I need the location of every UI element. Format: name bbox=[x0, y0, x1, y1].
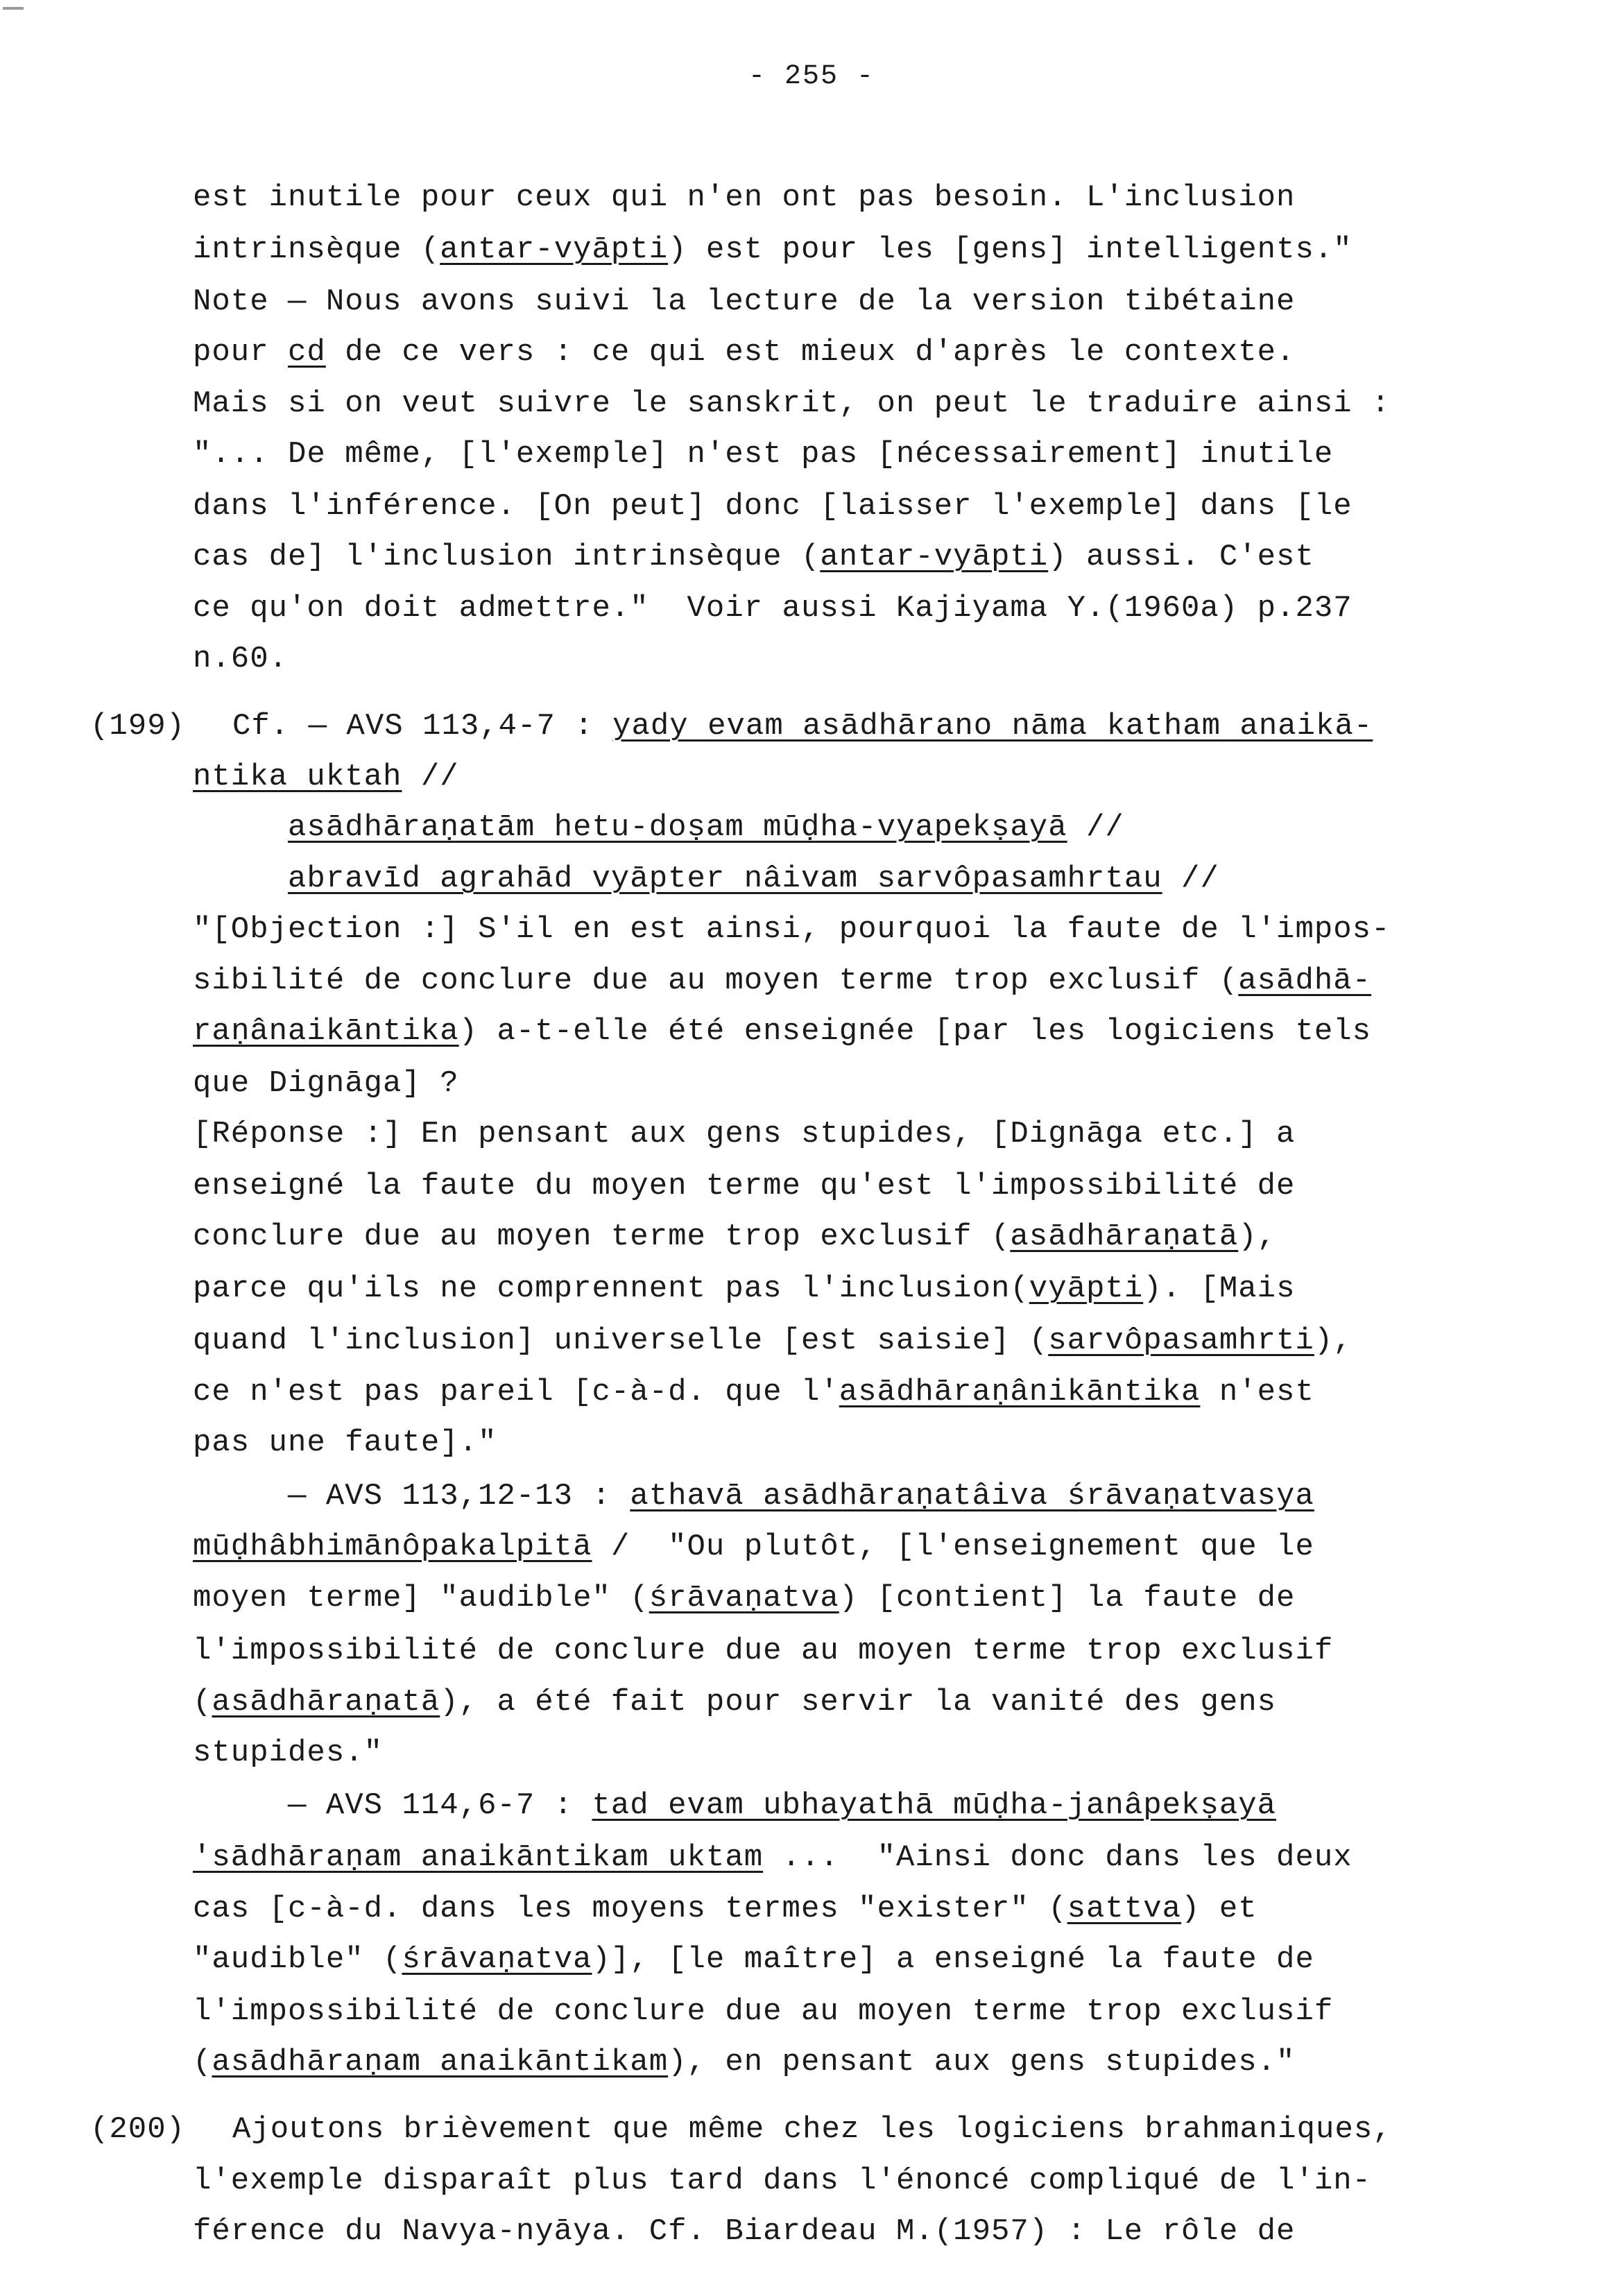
text-line bbox=[193, 1681, 1276, 1723]
text-line bbox=[193, 1371, 1314, 1413]
text-span bbox=[193, 810, 288, 845]
text-span: cas [c-à-d. dans les moyens termes "exister" ( bbox=[193, 1892, 1067, 1926]
text-span: / "Ou plutôt, [l'enseignement que le bbox=[592, 1530, 1314, 1564]
text-span: — AVS 113,12-13 : bbox=[193, 1479, 630, 1514]
sanskrit-term: asādhāraṇatām hetu-doṣam mūḍha-vyapekṣayā bbox=[288, 810, 1067, 845]
sanskrit-term: abravīd agrahād vyāpter nâivam sarvôpasamhrtau bbox=[288, 862, 1162, 896]
text-line bbox=[193, 756, 459, 798]
text-span: intrinsèque ( bbox=[193, 232, 440, 267]
text-line bbox=[193, 638, 288, 680]
page-number: - 255 - bbox=[748, 61, 875, 92]
text-span: dans l'inférence. [On peut] donc [laisser l'exemple] dans [le bbox=[193, 489, 1352, 524]
sanskrit-term: tad evam ubhayathā mūḍha-janâpekṣayā bbox=[592, 1788, 1277, 1823]
text-span: n'est bbox=[1200, 1375, 1314, 1410]
text-line bbox=[193, 1165, 1295, 1207]
text-line bbox=[193, 960, 1371, 1002]
text-span: parce qu'ils ne comprennent pas l'inclusion( bbox=[193, 1271, 1029, 1306]
text-line bbox=[193, 1063, 459, 1104]
sanskrit-term: asādhāraṇânikāntika bbox=[839, 1375, 1201, 1410]
sanskrit-term: vyāpti bbox=[1029, 1271, 1144, 1306]
text-span: ( bbox=[193, 1685, 212, 1720]
text-line bbox=[193, 1475, 1314, 1517]
sanskrit-term: sattva bbox=[1067, 1892, 1182, 1926]
text-span: ), bbox=[1314, 1323, 1352, 1358]
text-line bbox=[193, 2041, 1295, 2083]
text-line bbox=[193, 229, 1352, 271]
text-line bbox=[193, 2160, 1371, 2202]
text-line bbox=[193, 1785, 1276, 1826]
sanskrit-term: yady evam asādhārano nāma katham anaikā- bbox=[612, 709, 1373, 744]
sanskrit-term: śrāvaṇatva bbox=[649, 1581, 839, 1616]
text-span: "... De même, [l'exemple] n'est pas [nécessairement] inutile bbox=[193, 437, 1334, 472]
text-span: ) aussi. C'est bbox=[1048, 540, 1314, 574]
text-span: férence du Navya-nyāya. Cf. Biardeau M.(1957) : Le rôle de bbox=[193, 2214, 1296, 2249]
sanskrit-term: śrāvaṇatva bbox=[402, 1942, 592, 1977]
sanskrit-term: ntika uktah bbox=[193, 760, 402, 794]
text-line bbox=[193, 332, 1295, 373]
text-span: pour bbox=[193, 335, 289, 370]
text-span: sibilité de conclure due au moyen terme trop exclusif ( bbox=[193, 963, 1239, 998]
note-number: (200) bbox=[90, 2112, 186, 2147]
text-line bbox=[193, 2211, 1295, 2252]
text-span: "audible" ( bbox=[193, 1942, 402, 1977]
text-line bbox=[232, 705, 1373, 747]
text-span: ... "Ainsi donc dans les deux bbox=[763, 1840, 1352, 1875]
text-span: ce qu'on doit admettre." Voir aussi Kajiyama Y.(1960a) p.237 bbox=[193, 591, 1352, 626]
note-number: (199) bbox=[90, 709, 186, 744]
text-line bbox=[193, 1939, 1314, 1980]
text-span: )], [le maître] a enseigné la faute de bbox=[592, 1942, 1314, 1977]
text-line bbox=[193, 1268, 1295, 1310]
sanskrit-term: sarvôpasamhrti bbox=[1048, 1323, 1314, 1358]
text-span: l'impossibilité de conclure due au moyen terme trop exclusif bbox=[193, 1634, 1334, 1668]
text-span: ce n'est pas pareil [c-à-d. que l' bbox=[193, 1375, 839, 1410]
text-line bbox=[193, 177, 1295, 219]
text-span: Mais si on veut suivre le sanskrit, on peut le traduire ainsi : bbox=[193, 386, 1391, 421]
text-span: ) [contient] la faute de bbox=[839, 1581, 1296, 1616]
text-span: Cf. — AVS 113,4-7 : bbox=[232, 709, 613, 744]
text-span: quand l'inclusion] universelle [est saisie] ( bbox=[193, 1323, 1049, 1358]
text-line bbox=[232, 2109, 1392, 2150]
text-line bbox=[193, 536, 1314, 578]
text-span bbox=[193, 862, 288, 896]
sanskrit-term: athavā asādhāraṇatâiva śrāvaṇatvasya bbox=[630, 1479, 1314, 1514]
scan-mark bbox=[3, 7, 24, 10]
text-span: ) est pour les [gens] intelligents." bbox=[668, 232, 1352, 267]
text-span: Ajoutons brièvement que même chez les logiciens brahmaniques, bbox=[232, 2112, 1392, 2147]
text-line bbox=[193, 858, 1219, 900]
text-span: cas de] l'inclusion intrinsèque ( bbox=[193, 540, 821, 574]
text-span: stupides." bbox=[193, 1736, 384, 1770]
sanskrit-term: antar-vyāpti bbox=[440, 232, 669, 267]
text-span: "[Objection :] S'il en est ainsi, pourquoi la faute de l'impos- bbox=[193, 912, 1391, 947]
text-span: [Réponse :] En pensant aux gens stupides, [Dignāga etc.] a bbox=[193, 1117, 1296, 1151]
text-span: conclure due au moyen terme trop exclusif ( bbox=[193, 1219, 1011, 1254]
text-span: l'impossibilité de conclure due au moyen terme trop exclusif bbox=[193, 1994, 1334, 2029]
text-span: de ce vers : ce qui est mieux d'après le contexte. bbox=[325, 335, 1296, 370]
sanskrit-term: 'sādhāraṇam anaikāntikam uktam bbox=[193, 1840, 764, 1875]
text-line bbox=[193, 1422, 497, 1464]
text-line bbox=[193, 434, 1333, 475]
text-span: enseigné la faute du moyen terme qu'est l'impossibilité de bbox=[193, 1169, 1296, 1203]
text-line bbox=[193, 1991, 1333, 2032]
text-span: ) a-t-elle été enseignée [par les logiciens tels bbox=[458, 1014, 1372, 1049]
sanskrit-term: raṇânaikāntika bbox=[193, 1014, 459, 1049]
text-line bbox=[193, 281, 1295, 323]
text-span: ) et bbox=[1181, 1892, 1257, 1926]
text-line bbox=[193, 486, 1352, 527]
text-line bbox=[193, 1837, 1352, 1878]
text-span: — AVS 114,6-7 : bbox=[193, 1788, 592, 1823]
text-span: Note — Nous avons suivi la lecture de la version tibétaine bbox=[193, 284, 1296, 319]
sanskrit-term: cd bbox=[288, 335, 326, 370]
text-span: ), a été fait pour servir la vanité des gens bbox=[440, 1685, 1277, 1720]
sanskrit-term: asādhāraṇam anaikāntikam bbox=[212, 2045, 669, 2080]
text-line bbox=[193, 1732, 383, 1774]
text-span: que Dignāga] ? bbox=[193, 1066, 459, 1101]
text-span: // bbox=[1067, 810, 1124, 845]
text-line bbox=[193, 1630, 1333, 1672]
text-line bbox=[193, 807, 1124, 848]
text-span: est inutile pour ceux qui n'en ont pas besoin. L'inclusion bbox=[193, 180, 1296, 215]
text-line bbox=[193, 1011, 1371, 1052]
text-line bbox=[193, 1577, 1295, 1619]
text-line bbox=[193, 588, 1352, 629]
text-line bbox=[193, 909, 1390, 950]
text-span: // bbox=[402, 760, 459, 794]
sanskrit-term: asādhāraṇatā bbox=[212, 1685, 440, 1720]
text-line bbox=[193, 1216, 1276, 1258]
text-line bbox=[193, 1888, 1257, 1930]
text-span: ). [Mais bbox=[1143, 1271, 1296, 1306]
sanskrit-term: antar-vyāpti bbox=[820, 540, 1049, 574]
text-span: ), bbox=[1238, 1219, 1277, 1254]
text-span: pas une faute]." bbox=[193, 1425, 497, 1460]
text-span: moyen terme] "audible" ( bbox=[193, 1581, 649, 1616]
text-line bbox=[193, 1113, 1295, 1155]
text-span: l'exemple disparaît plus tard dans l'énoncé compliqué de l'in- bbox=[193, 2164, 1372, 2198]
text-line bbox=[193, 1320, 1352, 1362]
text-line bbox=[193, 383, 1390, 425]
sanskrit-term: asādhā- bbox=[1238, 963, 1372, 998]
sanskrit-term: mūḍhâbhimānôpakalpitā bbox=[193, 1530, 592, 1564]
text-span: ( bbox=[193, 2045, 212, 2080]
text-span: n.60. bbox=[193, 642, 289, 676]
text-line bbox=[193, 1526, 1314, 1568]
text-span: ), en pensant aux gens stupides." bbox=[668, 2045, 1296, 2080]
sanskrit-term: asādhāraṇatā bbox=[1010, 1219, 1239, 1254]
text-span: // bbox=[1162, 862, 1219, 896]
